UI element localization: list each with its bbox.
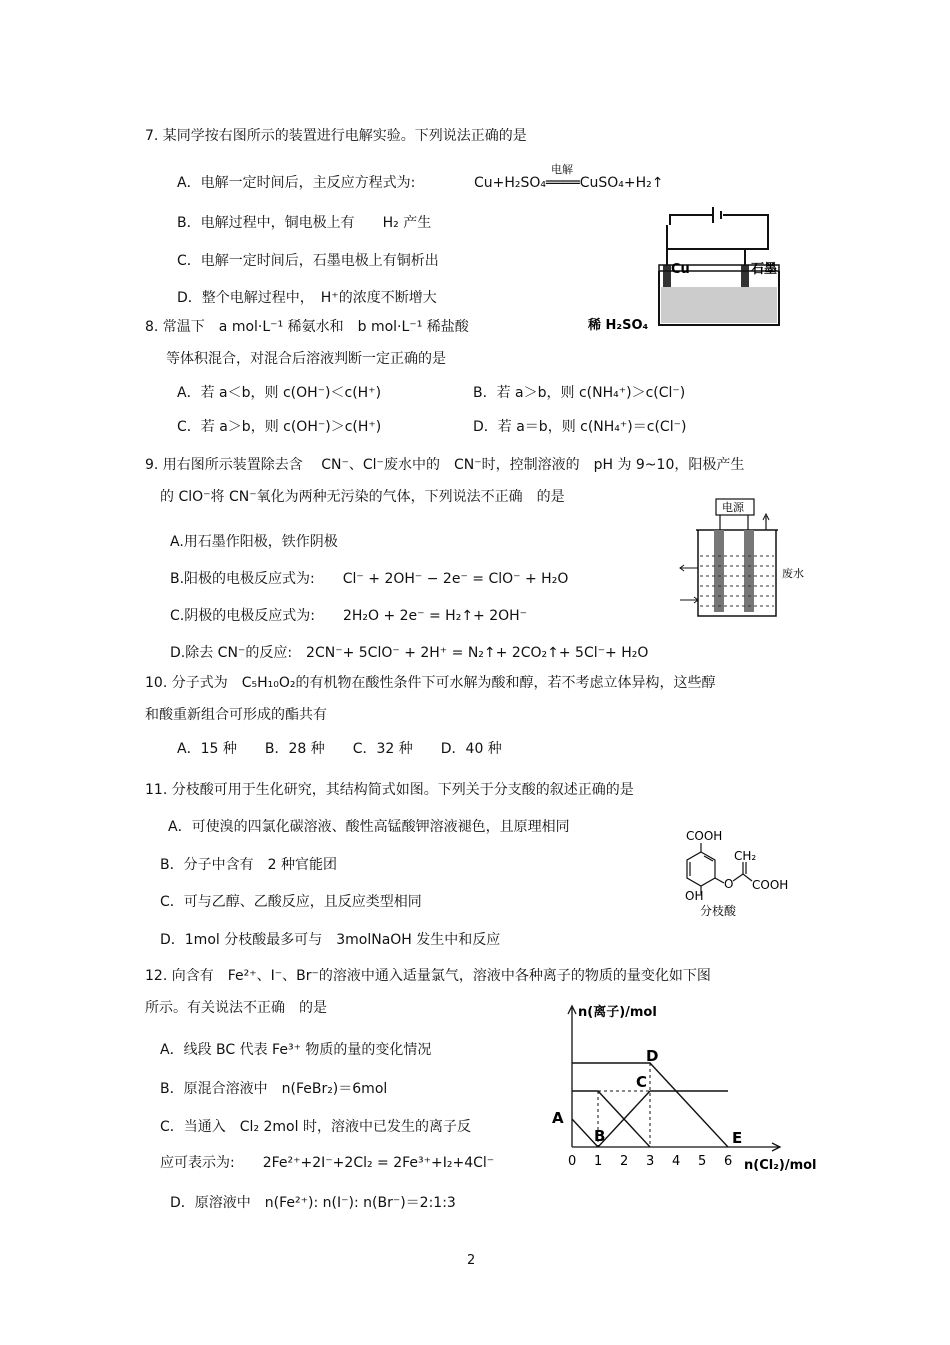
q11-ch2: CH₂ <box>734 849 757 863</box>
q7-option-d: D．整个电解过程中， H⁺的浓度不断增大 <box>177 290 437 306</box>
point-label-E: E <box>732 1129 743 1147</box>
q11-option-c: C．可与乙醇、乙酸反应，且反应类型相同 <box>160 894 422 910</box>
x-tick-6: 6 <box>724 1154 733 1169</box>
x-tick-4: 4 <box>672 1154 681 1169</box>
q12-stem-2: 所示。有关说法不正确 的是 <box>145 1000 327 1016</box>
q8-stem-2: 等体积混合，对混合后溶液判断一定正确的是 <box>166 351 446 367</box>
q10-stem: 10. 分子式为 C₅H₁₀O₂的有机物在酸性条件下可水解为酸和醇，若不考虑立体异构，这些醇 <box>145 675 716 691</box>
q11-option-a: A．可使溴的四氯化碳溶液、酸性高锰酸钾溶液褪色，且原理相同 <box>168 819 570 835</box>
q7-cu-label: Cu <box>671 262 690 277</box>
q7-equation-condition: 电解 <box>551 163 573 176</box>
page-number: 2 <box>467 1253 476 1268</box>
q11-stem: 11. 分枝酸可用于生化研究，其结构简式如图。下列关于分支酸的叙述正确的是 <box>145 782 634 798</box>
q7-option-c: C．电解一定时间后，石墨电极上有铜析出 <box>177 253 439 269</box>
q8-option-a: A．若 a＜b，则 c(OH⁻)＜c(H⁺) <box>177 385 382 401</box>
q11-structure-figure <box>680 826 800 921</box>
q9-option-a: A.用石墨作阳极，铁作阴极 <box>170 534 338 550</box>
q12-option-c-cont: 应可表示为: 2Fe²⁺+2I⁻+2Cl₂ = 2Fe³⁺+I₂+4Cl⁻ <box>160 1155 495 1171</box>
q10-stem-2: 和酸重新组合可形成的酯共有 <box>145 707 327 723</box>
q8-stem: 8. 常温下 a mol·L⁻¹ 稀氨水和 b mol·L⁻¹ 稀盐酸 <box>145 319 469 335</box>
q7-option-a: A．电解一定时间后，主反应方程式为: <box>177 175 416 191</box>
q8-option-d: D．若 a＝b，则 c(NH₄⁺)＝c(Cl⁻) <box>473 419 687 435</box>
q7-graphite-label: 石墨 <box>751 262 778 277</box>
q7-option-b: B．电解过程中，铜电极上有 H₂ 产生 <box>177 215 432 231</box>
q9-option-b: B.阳极的电极反应式为: Cl⁻ + 2OH⁻ − 2e⁻ = ClO⁻ + H₂O <box>170 571 569 587</box>
q11-structure-name: 分枝酸 <box>700 904 737 918</box>
q7-acid-label: 稀 H₂SO₄ <box>588 318 649 333</box>
q9-device-figure <box>676 496 816 621</box>
x-tick-3: 3 <box>646 1154 655 1169</box>
q8-option-b: B．若 a＞b，则 c(NH₄⁺)＞c(Cl⁻) <box>473 385 686 401</box>
x-tick-1: 1 <box>594 1154 603 1169</box>
x-axis-label: n(Cl₂)/mol <box>744 1158 817 1173</box>
q7-equation: Cu+H₂SO₄════CuSO₄+H₂↑ <box>474 175 664 191</box>
q9-waste-label: 废水 <box>782 567 804 580</box>
point-label-B: B <box>594 1127 606 1145</box>
y-axis-label: n(离子)/mol <box>578 1005 657 1020</box>
point-label-A: A <box>552 1109 564 1127</box>
q12-option-c: C．当通入 Cl₂ 2mol 时，溶液中已发生的离子反 <box>160 1119 471 1135</box>
q10-options: A．15 种 B．28 种 C．32 种 D．40 种 <box>177 741 502 757</box>
q12-option-a: A．线段 BC 代表 Fe³⁺ 物质的量的变化情况 <box>160 1042 432 1058</box>
q9-option-c: C.阴极的电极反应式为: 2H₂O + 2e⁻ = H₂↑+ 2OH⁻ <box>170 608 528 624</box>
q9-stem: 9. 用右图所示装置除去含 CN⁻、Cl⁻废水中的 CN⁻时，控制溶液的 pH 为 9~10，阳极产生 <box>145 457 745 473</box>
x-tick-0: 0 <box>568 1154 577 1169</box>
q11-option-d: D．1mol 分枝酸最多可与 3molNaOH 发生中和反应 <box>160 932 501 948</box>
q11-oh: OH <box>685 889 704 903</box>
point-label-D: D <box>646 1047 659 1065</box>
series-line-2 <box>572 1091 650 1147</box>
x-tick-2: 2 <box>620 1154 629 1169</box>
q11-option-b: B．分子中含有 2 种官能团 <box>160 857 337 873</box>
q11-ether-o: O <box>724 877 734 891</box>
q12-option-d: D．原溶液中 n(Fe²⁺): n(I⁻): n(Br⁻)＝2:1:3 <box>170 1195 456 1211</box>
q7-electrolysis-figure <box>585 205 780 340</box>
point-label-C: C <box>636 1073 648 1091</box>
q12-option-b: B．原混合溶液中 n(FeBr₂)＝6mol <box>160 1081 388 1097</box>
x-tick-5: 5 <box>698 1154 707 1169</box>
q11-cooh-top: COOH <box>686 829 723 843</box>
q9-power-label: 电源 <box>722 501 744 514</box>
q9-stem-2: 的 ClO⁻将 CN⁻氧化为两种无污染的气体，下列说法不正确 的是 <box>160 489 565 505</box>
q12-ion-chart <box>548 1002 830 1177</box>
q8-option-c: C．若 a＞b，则 c(OH⁻)＞c(H⁺) <box>177 419 382 435</box>
q9-option-d: D.除去 CN⁻的反应: 2CN⁻+ 5ClO⁻ + 2H⁺ = N₂↑+ 2CO₂↑+ 5Cl⁻+ H₂O <box>170 645 649 661</box>
q11-cooh-side: COOH <box>752 878 789 892</box>
q12-stem: 12. 向含有 Fe²⁺、I⁻、Br⁻的溶液中通入适量氯气，溶液中各种离子的物质的量变化如下图 <box>145 968 711 984</box>
q7-stem: 7. 某同学按右图所示的装置进行电解实验。下列说法正确的是 <box>145 128 527 144</box>
